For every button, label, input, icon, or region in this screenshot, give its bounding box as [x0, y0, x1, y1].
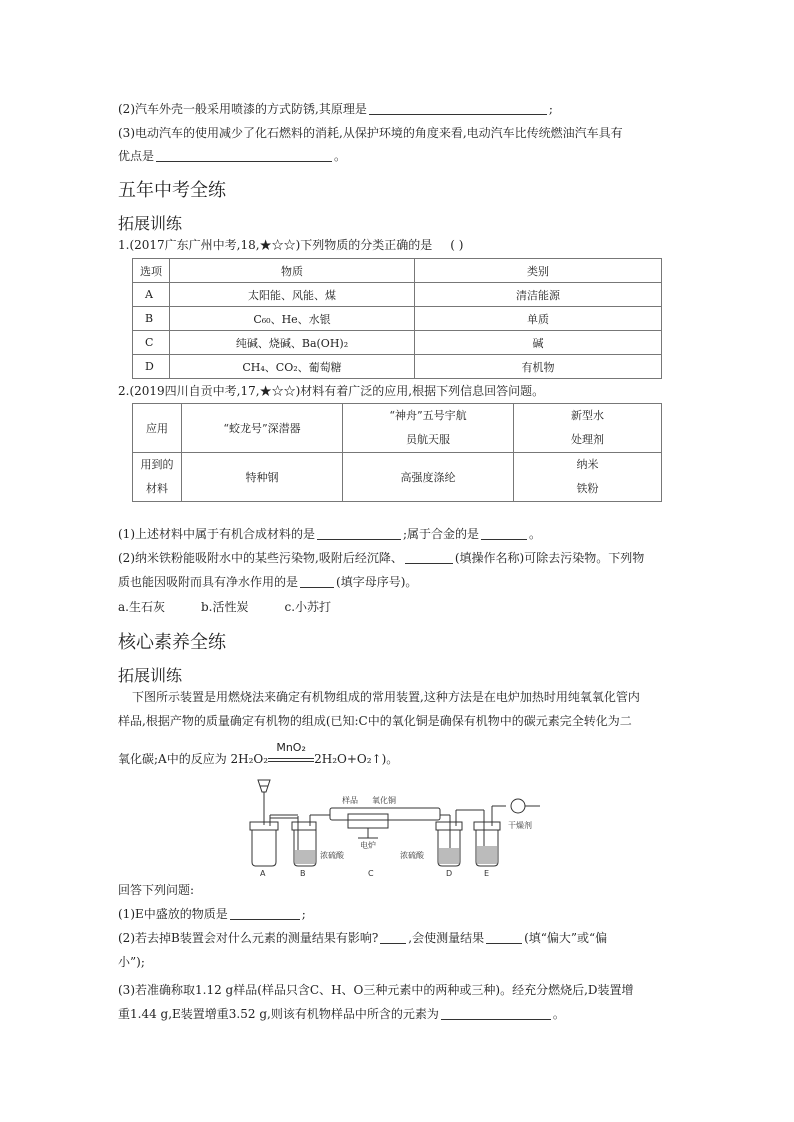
section-title: 五年中考全练	[118, 180, 226, 201]
answer-blank[interactable]	[405, 551, 453, 564]
paragraph-line: 样品,根据产物的质量确定有机物的组成(已知:C中的氧化铜是确保有机物中的碳元素完全转化为二	[118, 714, 632, 728]
label-e: E	[484, 869, 490, 878]
section-subtitle: 拓展训练	[118, 666, 183, 685]
answer-blank[interactable]	[317, 527, 401, 540]
sample-label: 样品	[342, 796, 358, 805]
question-2-part2: (2)纳米铁粉能吸附水中的某些污染物,吸附后经沉降、 (填操作名称)可除去污染物。下列物	[118, 551, 645, 565]
h2so4-label-d: 浓硫酸	[400, 851, 424, 860]
label-b: B	[300, 869, 306, 878]
answer-blank[interactable]	[156, 149, 332, 162]
options-list	[118, 599, 331, 615]
answer-3-cont: 重1.44 g,E装置增重3.52 g,则该有机物样品中所含的元素为 。	[118, 1007, 565, 1021]
furnace-label: 电炉	[360, 841, 376, 850]
section-title: 核心素养全练	[118, 632, 226, 653]
question-3-line1: (3)电动汽车的使用减少了化石燃料的消耗,从保护环境的角度来看,电动汽车比传统燃油汽车具有	[118, 126, 623, 140]
option-a: a.生石灰	[118, 600, 165, 614]
answer-blank[interactable]	[486, 931, 522, 944]
question-2: (2)汽车外壳一般采用喷漆的方式防锈,其原理是 ;	[118, 102, 553, 116]
question-3-line2: 优点是 。	[118, 149, 347, 163]
table-row: D CH₄、CO₂、葡萄糖 有机物	[133, 355, 662, 379]
reaction-line: 氧化碳;A中的反应为 2H₂O₂ MnO₂ 2H₂O+O₂↑)。	[118, 740, 399, 766]
label-a: A	[260, 869, 266, 878]
answer-blank[interactable]	[441, 1007, 551, 1020]
label-d: D	[446, 869, 453, 878]
classification-table	[132, 258, 662, 379]
apparatus-diagram	[240, 770, 560, 878]
materials-table	[132, 403, 662, 502]
table-header-row: 选项 物质 类别	[133, 259, 662, 283]
question-2-part1: (1)上述材料中属于有机合成材料的是 ;属于合金的是 。	[118, 527, 542, 541]
label-c: C	[368, 869, 374, 878]
table-row: A 太阳能、风能、煤 清洁能源	[133, 283, 662, 307]
answer-blank[interactable]	[230, 907, 300, 920]
option-c: c.小苏打	[284, 600, 332, 614]
answer-blank[interactable]	[481, 527, 527, 540]
question-2-part2-cont: 质也能因吸附而具有净水作用的是 (填字母序号)。	[118, 575, 418, 589]
table-row: 应用 “蛟龙号”深潜器 “神舟”五号宇航 员航天服 新型水 处理剂	[133, 404, 662, 453]
table-row: B C₆₀、He、水银 单质	[133, 307, 662, 331]
section-subtitle: 拓展训练	[118, 214, 183, 233]
question-1: 1.(2017广东广州中考,18,★☆☆)下列物质的分类正确的是 ( )	[118, 238, 464, 252]
answer-1: (1)E中盛放的物质是 ;	[118, 907, 306, 921]
answer-2: (2)若去掉B装置会对什么元素的测量结果有影响? ,会使测量结果 (填“偏大”或“偏	[118, 931, 608, 945]
desiccant-label: 干燥剂	[508, 821, 532, 830]
reaction-arrow: MnO₂	[268, 752, 314, 768]
table-row: 用到的 材料 特种钢 高强度涤纶 纳米 铁粉	[133, 453, 662, 502]
paragraph-line: 下图所示装置是用燃烧法来确定有机物组成的常用装置,这种方法是在电炉加热时用纯氧氧化管内	[132, 690, 640, 704]
answer-blank[interactable]	[300, 575, 334, 588]
answer-blank[interactable]	[380, 931, 406, 944]
table-row: C 纯碱、烧碱、Ba(OH)₂ 碱	[133, 331, 662, 355]
answer-intro: 回答下列问题:	[118, 883, 195, 897]
option-b: b.活性炭	[200, 600, 249, 614]
answer-2-cont: 小”);	[118, 955, 145, 969]
h2so4-label-b: 浓硫酸	[320, 851, 344, 860]
cuo-label: 氧化铜	[372, 796, 396, 805]
answer-3: (3)若准确称取1.12 g样品(样品只含C、H、O三种元素中的两种或三种)。经充分燃烧后,D装置增	[118, 983, 634, 997]
answer-blank[interactable]	[369, 102, 547, 115]
question-2-materials: 2.(2019四川自贡中考,17,★☆☆)材料有着广泛的应用,根据下列信息回答问题。	[118, 384, 545, 398]
